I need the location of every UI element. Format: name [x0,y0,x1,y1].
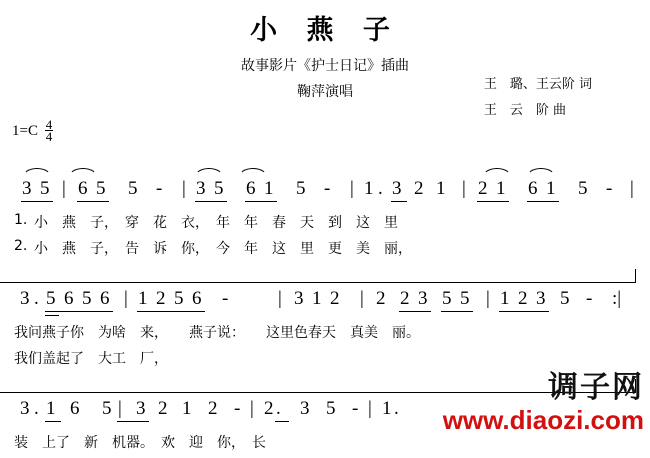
beam-underline [441,311,473,312]
lyric-text: 小 燕 子， 告 诉 你， 今 年 这 里 更 美 丽， [34,241,412,257]
time-signature [45,119,54,142]
note: - [606,178,613,199]
note: 6 [100,288,110,309]
note: - [222,288,229,309]
beam-underline [45,311,113,312]
system-1 [0,166,650,264]
augmentation-dot: 2 [264,398,274,419]
note: 3 [20,398,30,419]
note: 5 [442,288,452,309]
note: 5 [214,178,224,199]
slur [482,168,512,178]
beam-underline [477,201,509,202]
note: 1 [436,178,446,199]
time-signature-denominator: 4 [45,129,53,144]
note: . [276,398,281,419]
note: - [156,178,163,199]
note: | [118,398,122,419]
beam-underline [527,201,559,202]
note: 1 [496,178,506,199]
lyric-text: 我们盖起了 大工 厂， [14,351,168,367]
note: 5 [296,178,306,199]
watermark-site-name: 调子网 [548,370,644,405]
lyric-text: 我问燕子你 为啥 来， 燕子说： 这里色春天 真美 丽。 [14,325,420,341]
note: 5 [174,288,184,309]
slur [238,168,268,178]
lyric-verse-number: 1. [14,212,28,228]
subtitle: 故事影片《护士日记》插曲 [241,58,409,74]
barline-symbol: | [486,288,490,309]
credit-lyricist: 王 璐、王云阶 词 [483,77,592,92]
barline-symbol: | [630,178,634,199]
system-1-notes [0,166,650,200]
key-label: 1=C [12,122,38,139]
barline-symbol: | [462,178,466,199]
lyric-verse-number: 2. [14,238,28,254]
note: . [394,398,399,419]
note: 1 [138,288,148,309]
note: 3 [294,288,304,309]
note: 2 [376,288,386,309]
beam-underline [137,311,205,312]
note: 3 [536,288,546,309]
slur [22,168,52,178]
time-signature-numerator: 4 [45,117,53,132]
slur [526,168,556,178]
system-2-notes [0,276,650,310]
note: 6 [192,288,202,309]
beam-underline [117,421,149,422]
barline-symbol: | [62,178,66,199]
barline-symbol: | [182,178,186,199]
beam-underline [21,201,53,202]
note: . [378,178,383,199]
barline-symbol: | [278,288,282,309]
page-title: 小 燕 子 [250,15,400,46]
augmentation-dot: 1 [382,398,392,419]
note: 5 [46,288,56,309]
note: | [250,398,254,419]
credits [484,72,592,124]
note: 1 [46,398,56,419]
barline-symbol: | [350,178,354,199]
note: | [368,398,372,419]
note: 6 [528,178,538,199]
sheet-music-page [0,8,650,451]
note: 2 [330,288,340,309]
note: 5 [82,288,92,309]
barline-symbol: - [352,398,359,419]
note: 1 [546,178,556,199]
beam-underline [77,201,109,202]
note: 1 [264,178,274,199]
note: 6 [64,288,74,309]
beam-underline-2 [45,315,59,316]
watermark [443,371,644,435]
augmentation-dot: . [34,288,39,309]
note: 3 [418,288,428,309]
lyric-text: 装 上了 新 机器。 欢 迎 你， 长 [14,435,266,451]
system-2 [0,276,650,374]
watermark-url: www.diaozi.com [442,405,644,435]
beam-underline [195,201,227,202]
note: 3 [136,398,146,419]
slur [68,168,98,178]
note: 2 [156,288,166,309]
note: 6 [78,178,88,199]
system-2-lyric-row-1 [0,322,650,348]
lyric-text: 小 燕 子， 穿 花 衣， 年 年 春 天 到 这 里 [34,215,398,231]
note: 5 [578,178,588,199]
note: 5 [460,288,470,309]
beam-underline [275,421,289,422]
beam-underline [499,311,549,312]
note: 2 [414,178,424,199]
key-signature [12,117,53,144]
note: 5 [40,178,50,199]
barline-symbol: | [124,288,128,309]
slur [194,168,224,178]
barline-symbol: | [360,288,364,309]
note: 3 [22,178,32,199]
note: 2 [208,398,218,419]
system-1-lyric-row-1 [0,212,650,238]
note: 1 [182,398,192,419]
note: 6 [246,178,256,199]
note: 5 [128,178,138,199]
note: 2 [478,178,488,199]
beam-underline [399,311,431,312]
augmentation-dot: . [34,398,39,419]
note: 2 [518,288,528,309]
beam-underline [45,421,61,422]
note: 1 [364,178,374,199]
note: 6 [70,398,80,419]
note: - [324,178,331,199]
beam-underline [245,201,277,202]
barline-symbol: 5 [102,398,112,419]
performer: 鞠萍演唱 [297,84,353,100]
note: 3 [392,178,402,199]
repeat-barline-symbol: :| [612,288,622,309]
note: 2 [158,398,168,419]
note: 3 [20,288,30,309]
beam-underline [391,201,407,202]
barline-symbol: - [234,398,241,419]
system-3-lyric-row-1 [0,432,650,458]
note: 3 [300,398,310,419]
note: 1 [500,288,510,309]
credit-composer: 王 云 阶 曲 [483,103,566,118]
system-1-lyric-row-2 [0,238,650,264]
note: 1 [312,288,322,309]
note: 3 [196,178,206,199]
note: - [586,288,593,309]
note: 5 [326,398,336,419]
note: 5 [96,178,106,199]
note: 2 [400,288,410,309]
note: 5 [560,288,570,309]
